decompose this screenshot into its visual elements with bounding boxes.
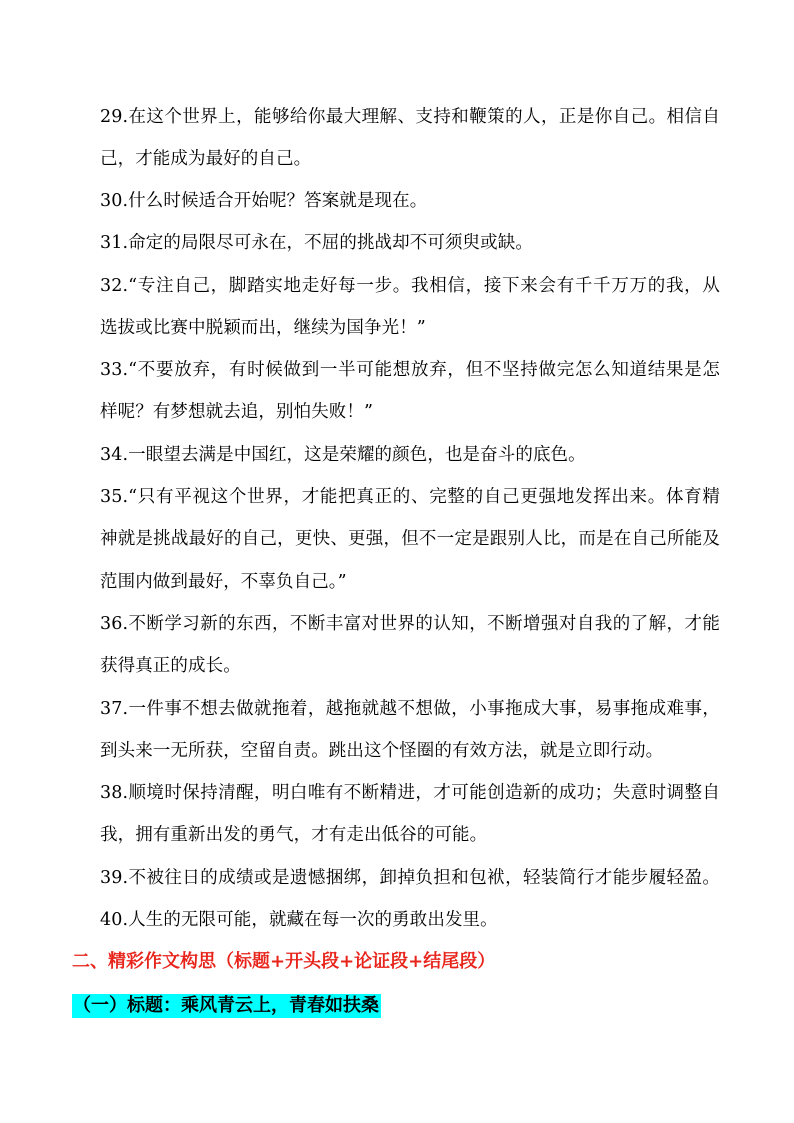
item-number: 39. [100, 868, 129, 888]
item-40-line-1 [100, 909, 720, 931]
item-text: 命定的局限尽可永在，不屈的挑战却不可须臾或缺。 [128, 233, 533, 253]
item-text: 什么时候适合开始呢？答案就是现在。 [128, 191, 428, 211]
item-number: 34. [100, 445, 129, 465]
item-text: 在这个世界上，能够给你最大理解、支持和鞭策的人，正是你自己。相信自 [128, 107, 720, 127]
item-37-line-2: 到头来一无所获，空留自责。跳出这个怪圈的有效方法，就是立即行动。 [100, 741, 664, 761]
item-36-line-1 [100, 613, 720, 635]
item-number: 33. [100, 360, 129, 380]
item-38-line-1 [100, 782, 720, 804]
item-37-line-1 [100, 698, 720, 720]
section-heading: 二、精彩作文构思（标题+开头段+论证段+结尾段） [72, 951, 496, 972]
item-text: 一眼望去满是中国红，这是荣耀的颜色，也是奋斗的底色。 [128, 445, 586, 465]
item-number: 40. [100, 910, 129, 930]
item-number: 36. [100, 614, 129, 634]
item-text: “只有平视这个世界，才能把真正的、完整的自己更强地发挥出来。体育精 [128, 487, 720, 507]
item-30-line-1 [100, 190, 720, 212]
item-text: 不断学习新的东西，不断丰富对世界的认知，不断增强对自我的了解，才能 [128, 614, 720, 634]
subheading-title: （一）标题：乘风青云上，青春如扶桑 [73, 995, 379, 1016]
item-text: “专注自己，脚踏实地走好每一步。我相信，接下来会有千千万万的我，从 [128, 276, 720, 296]
item-35-line-3: 范围内做到最好，不辜负自己。” [100, 572, 347, 592]
item-32-line-1 [100, 275, 720, 297]
item-34-line-1 [100, 444, 720, 466]
item-29-line-1 [100, 106, 720, 128]
item-33-line-2: 样呢？有梦想就去追，别怕失败！” [100, 402, 374, 422]
item-text: “不要放弃，有时候做到一半可能想放弃，但不坚持做完怎么知道结果是怎 [128, 360, 720, 380]
item-35-line-1 [100, 486, 720, 508]
item-text: 不被往日的成绩或是遗憾捆绑，卸掉负担和包袱，轻装简行才能步履轻盈。 [128, 868, 720, 888]
item-33-line-1 [100, 359, 720, 381]
item-number: 32. [100, 276, 129, 296]
item-number: 31. [100, 233, 129, 253]
item-number: 29. [100, 107, 129, 127]
item-text: 人生的无限可能，就藏在每一次的勇敢出发里。 [128, 910, 498, 930]
item-text: 一件事不想去做就拖着，越拖就越不想做，小事拖成大事，易事拖成难事， [128, 699, 720, 719]
item-29-line-2: 己，才能成为最好的自己。 [100, 149, 312, 169]
item-number: 35. [100, 487, 129, 507]
item-38-line-2: 我，拥有重新出发的勇气，才有走出低谷的可能。 [100, 825, 488, 845]
item-31-line-1 [100, 232, 720, 254]
item-32-line-2: 选拔或比赛中脱颖而出，继续为国争光！” [100, 318, 426, 338]
item-39-line-1 [100, 867, 720, 889]
item-text: 顺境时保持清醒，明白唯有不断精进，才可能创造新的成功；失意时调整自 [128, 783, 720, 803]
item-number: 38. [100, 783, 129, 803]
item-number: 30. [100, 191, 129, 211]
item-36-line-2: 获得真正的成长。 [100, 656, 241, 676]
item-number: 37. [100, 699, 129, 719]
item-35-line-2: 神就是挑战最好的自己，更快、更强，但不一定是跟别人比，而是在自己所能及 [100, 529, 720, 549]
